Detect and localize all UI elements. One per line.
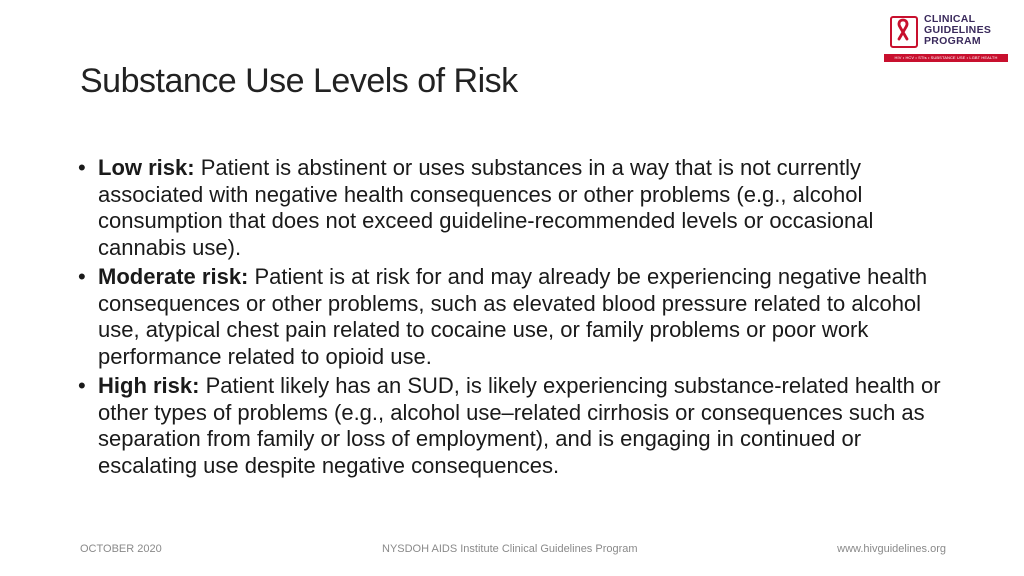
logo-line-3: PROGRAM (924, 35, 981, 47)
logo-text (924, 14, 1008, 47)
bullet-moderate-risk (76, 264, 956, 370)
logo-line-1: CLINICAL (924, 13, 976, 25)
logo-line-2: GUIDELINES (924, 24, 992, 36)
slide-title: Substance Use Levels of Risk (80, 62, 518, 100)
bullet-term: Low risk: (98, 155, 195, 180)
red-ribbon-icon (895, 18, 911, 42)
logo-tagline: HIV • HCV • STIs • SUBSTANCE USE • LGBT HEALTH (884, 54, 1008, 62)
footer-date: OCTOBER 2020 (80, 543, 162, 555)
bullet-dot-icon: • (78, 155, 86, 180)
bullet-high-risk (76, 373, 956, 479)
footer-program: NYSDOH AIDS Institute Clinical Guidelines Program (382, 543, 638, 555)
clinical-guidelines-logo (884, 12, 1008, 64)
bullet-dot-icon: • (78, 373, 86, 398)
risk-list (76, 155, 956, 482)
footer-url: www.hivguidelines.org (837, 543, 946, 555)
bullet-low-risk (76, 155, 956, 261)
bullet-text: Patient is abstinent or uses substances in a way that is not currently associated with negative health consequences or other problems (e.g., alcohol consumption that does not exceed guideline-recommended levels or occasional cannabis use). (98, 155, 874, 260)
bullet-text: Patient likely has an SUD, is likely experiencing substance-related health or other types of problems (e.g., alcohol use–related cirrhosis or consequences such as separation from family or loss of employment), and is engaging in continued or escalating use despite negative consequences. (98, 373, 941, 478)
bullet-dot-icon: • (78, 264, 86, 289)
bullet-term: Moderate risk: (98, 264, 249, 289)
bullet-term: High risk: (98, 373, 200, 398)
bullet-text: Patient is at risk for and may already be experiencing negative health consequences or other problems, such as elevated blood pressure related to alcohol use, atypical chest pain related to cocaine use, or family problems or poor work performance related to opioid use. (98, 264, 928, 369)
